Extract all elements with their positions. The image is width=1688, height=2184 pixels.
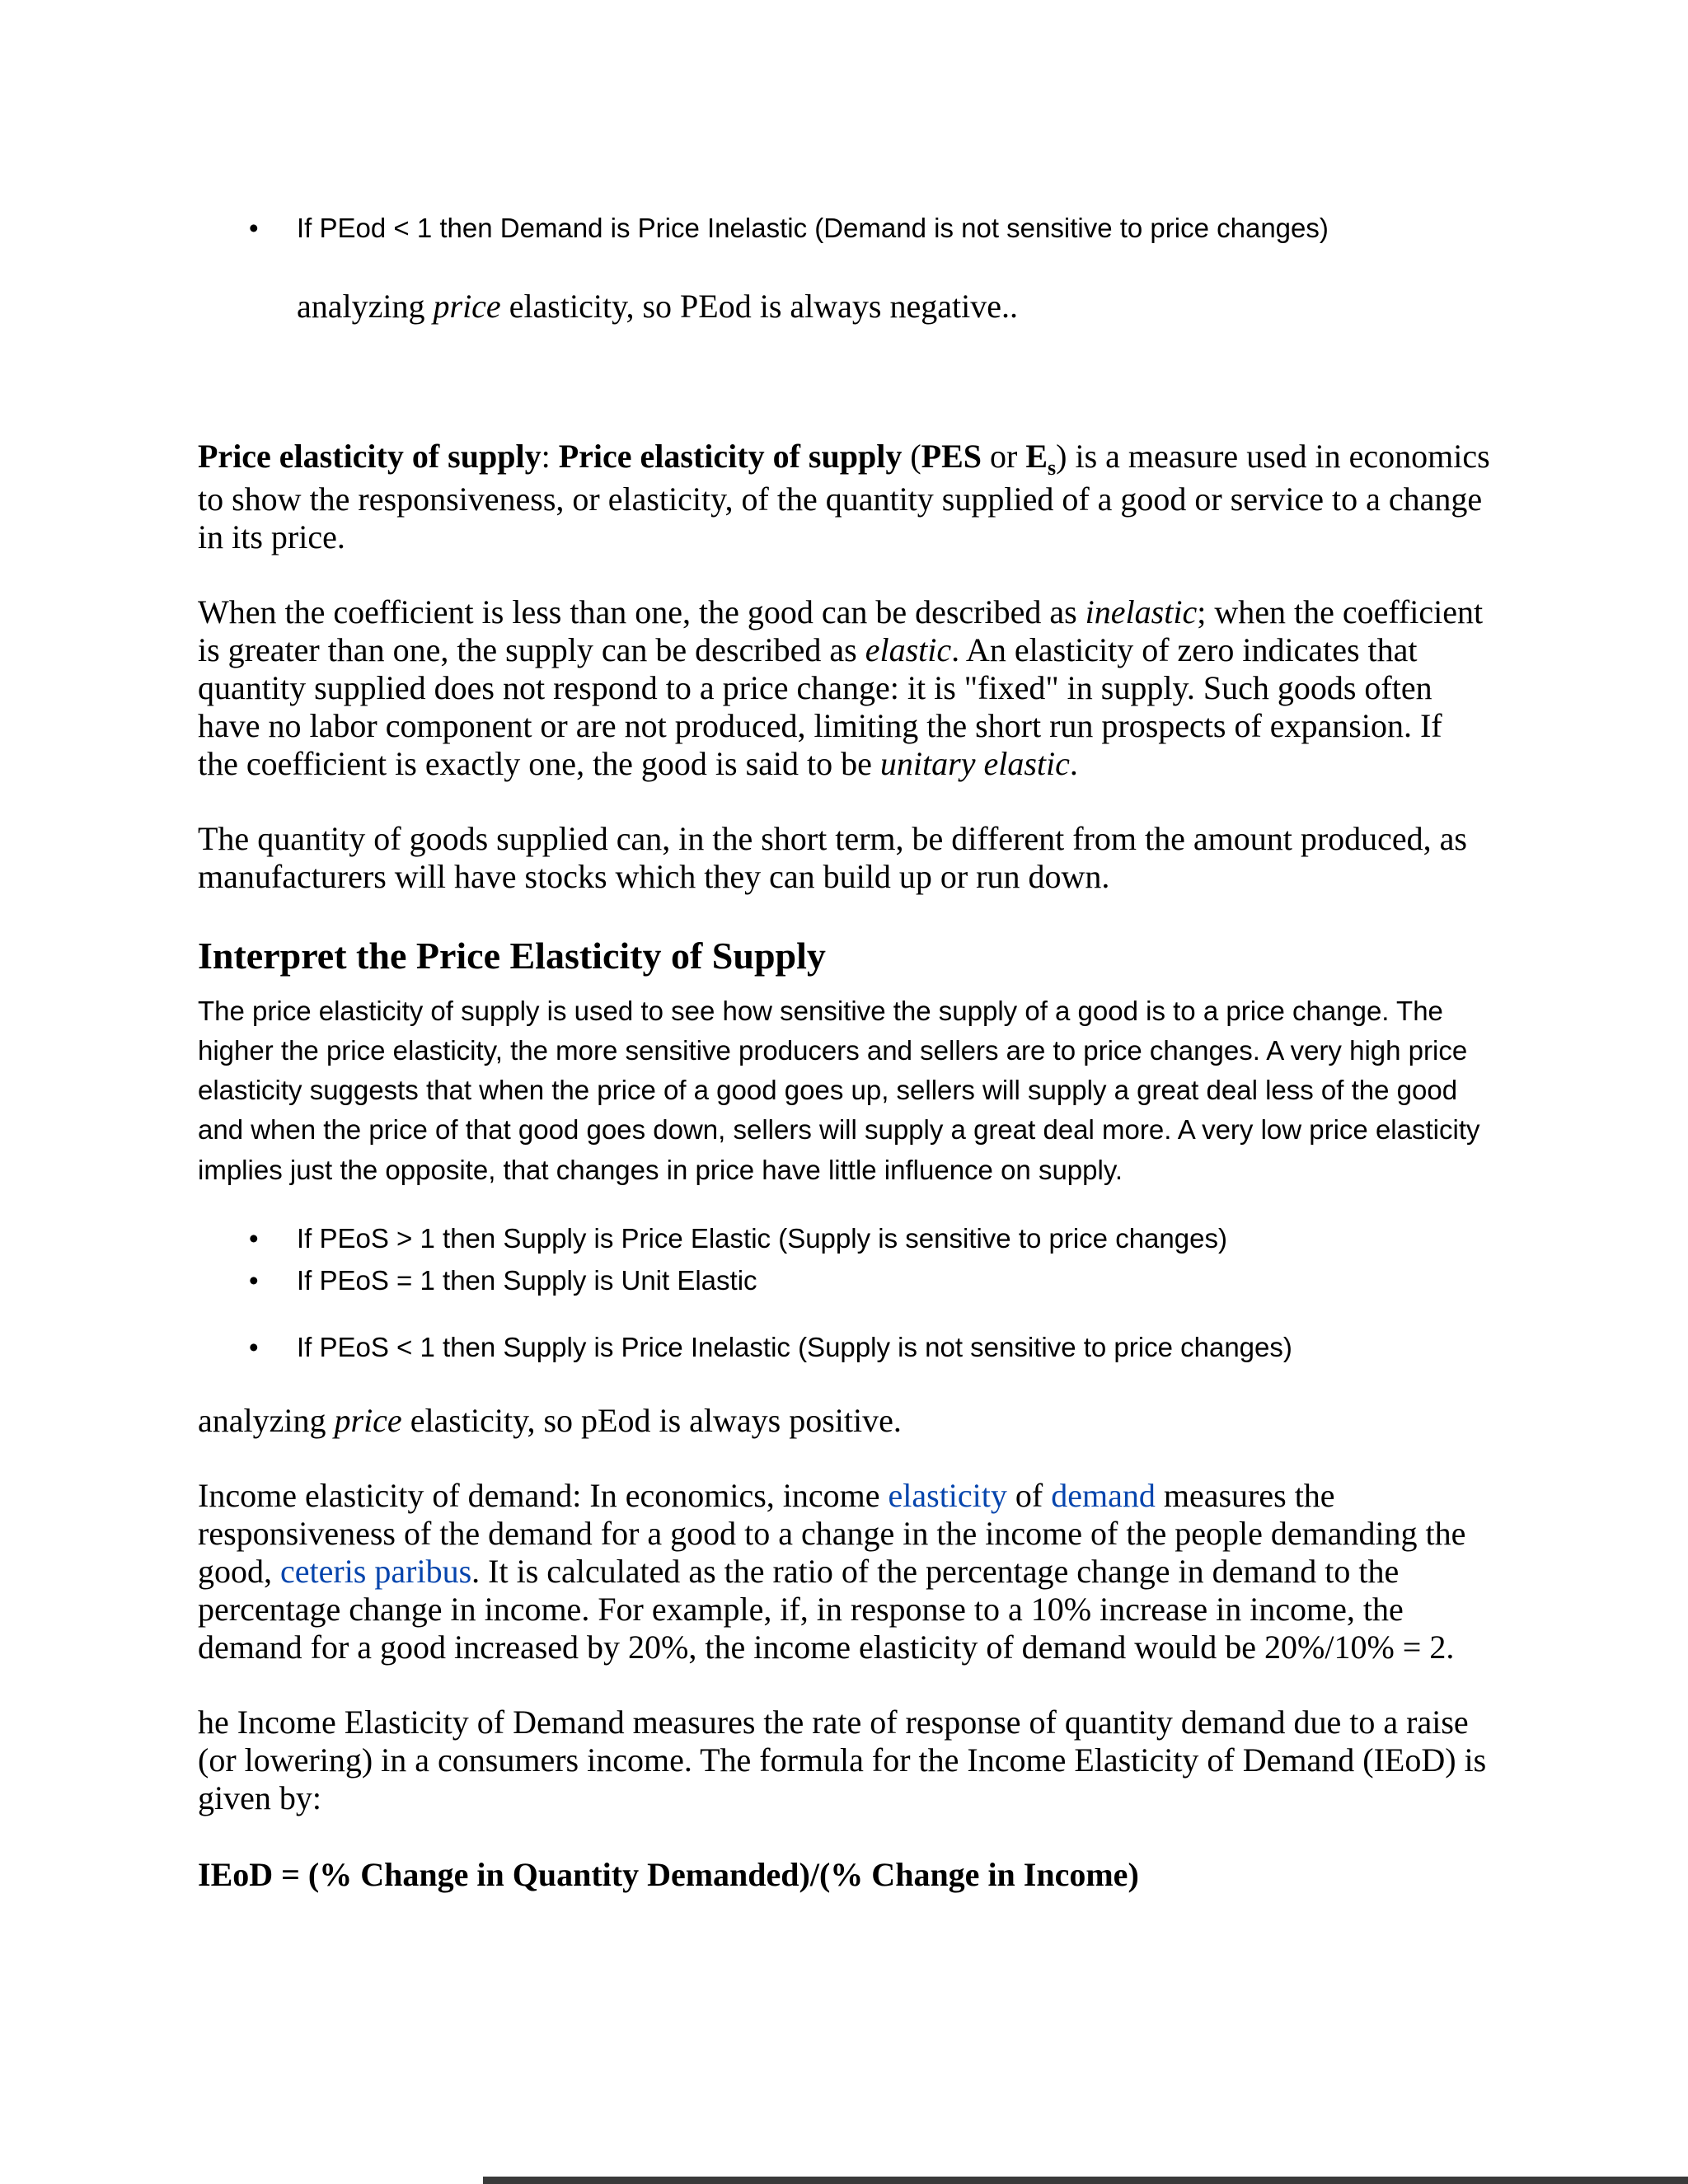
text-run: of — [1006, 1476, 1052, 1514]
text-run: Income elasticity of demand: In economics, income — [198, 1476, 889, 1514]
hyperlink[interactable]: ceteris paribus — [280, 1552, 472, 1590]
text-run: Price elasticity of supply — [558, 437, 903, 475]
text-run: analyzing — [198, 1401, 335, 1439]
paragraph-quantity-goods: The quantity of goods supplied can, in the short term, be different from the amount produced, as manufacturers will have stocks which they can build up or run down. — [198, 819, 1467, 895]
bullet-peos-elastic: • If PEoS > 1 then Supply is Price Elastic (Supply is sensitive to price changes) — [198, 1221, 1490, 1257]
hyperlink[interactable]: elasticity — [888, 1476, 1007, 1514]
bottom-bar — [483, 2177, 1688, 2184]
text-run: . It is calculated as the ratio of the percentage change in demand to the percentage change in income. For example, if, in response to a 10% increase in income, the demand for a good increased by 20%, the income elasticity of demand would be 20%/10% = 2. — [198, 1552, 1455, 1666]
paragraph-income-elasticity — [198, 1477, 1490, 1666]
bullet-peos-inelastic: • If PEoS < 1 then Supply is Price Inelastic (Supply is not sensitive to price changes) — [198, 1330, 1490, 1366]
bullet-demand-inelastic: • If PEod < 1 then Demand is Price Inelastic (Demand is not sensitive to price changes) — [198, 211, 1490, 246]
text-run: . An elasticity of zero indicates that quantity supplied does not respond to a price change: it is "fixed" in supply. Such goods often have no labor component or are not produced, limiting the short run prospects of expansion. If the coefficient is exactly one, the good is said to be — [198, 630, 1442, 782]
text-run: Price elasticity of supply — [198, 437, 542, 475]
text-run: unitary elastic — [879, 744, 1070, 782]
paragraph-analyzing-positive — [198, 1402, 1490, 1440]
demand-bullet-list — [198, 211, 1490, 246]
bullet-peos-unit-elastic: • If PEoS = 1 then Supply is Unit Elastic — [198, 1263, 1490, 1299]
text-run: price — [433, 287, 501, 325]
section-heading-interpret-pes: Interpret the Price Elasticity of Supply — [198, 934, 826, 977]
text-run: PES — [921, 437, 982, 475]
text-run: When the coefficient is less than one, the good can be described as — [198, 593, 1085, 630]
text-run: E — [1025, 437, 1048, 475]
paragraph-coefficient — [198, 593, 1490, 783]
paragraph-analyzing-negative — [198, 288, 1490, 326]
paragraph-pes-definition — [198, 438, 1490, 556]
text-run: price — [334, 1401, 402, 1439]
text-run: analyzing — [297, 287, 434, 325]
text-run: elastic — [865, 630, 952, 668]
text-run: s — [1048, 455, 1057, 480]
peos-bullet-list-bottom — [198, 1330, 1490, 1366]
text-run: ) is a measure used in economics to show the responsiveness, or elasticity, of the quantity supplied of a good or service to a change in its price. — [198, 437, 1490, 555]
text-run: elasticity, so PEod is always negative.. — [500, 287, 1018, 325]
text-run: inelastic — [1085, 593, 1198, 630]
paragraph-peos-explanation: The price elasticity of supply is used to see how sensitive the supply of a good is to a price change. The higher the price elasticity, the more sensitive producers and sellers are to price changes. A very high price elasticity suggests that when the price of a good goes up, sellers will supply a great deal less of the good and when the price of that good goes down, sellers will supply a great deal more. A very low price elasticity implies just the opposite, that changes in price have little influence on supply. — [198, 995, 1480, 1185]
peos-bullet-list-top — [198, 1221, 1490, 1299]
hyperlink[interactable]: demand — [1051, 1476, 1156, 1514]
text-run: . — [1069, 744, 1078, 782]
text-run: ; when the coefficient is greater than one, the supply can be described as — [198, 593, 1484, 668]
text-run: or — [982, 437, 1026, 475]
text-run: ( — [902, 437, 921, 475]
formula-ieod: IEoD = (% Change in Quantity Demanded)/(% Change in Income) — [198, 1855, 1139, 1893]
text-run: : — [541, 437, 559, 475]
text-run: elasticity, so pEod is always positive. — [401, 1401, 902, 1439]
text-run: measures the responsiveness of the demand for a good to a change in the income of the people demanding the good, — [198, 1476, 1466, 1590]
paragraph-ieod-description: he Income Elasticity of Demand measures the rate of response of quantity demand due to a raise (or lowering) in a consumers income. The formula for the Income Elasticity of Demand (IEoD) is given by: — [198, 1703, 1487, 1816]
